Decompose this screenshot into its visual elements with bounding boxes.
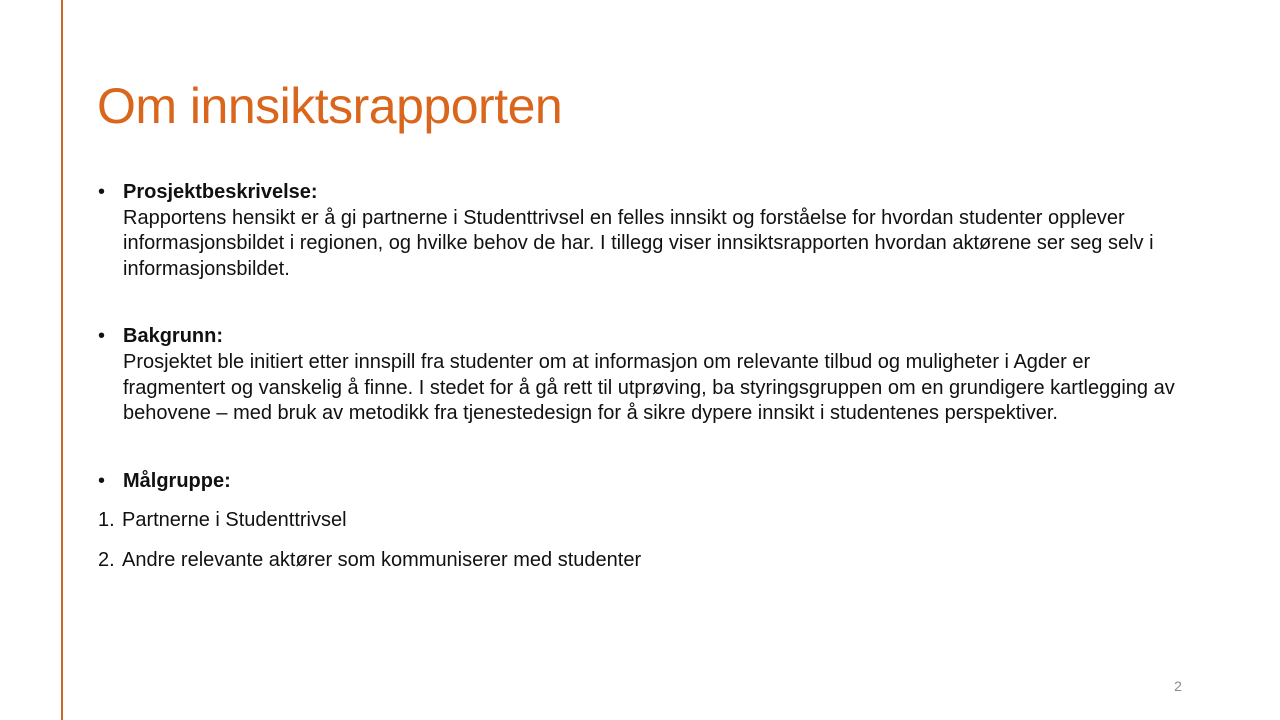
bullet-marker: • (98, 325, 106, 348)
numbered-item-partners (98, 508, 1188, 534)
bullet-heading: Bakgrunn: (123, 325, 223, 348)
bullet-body: Prosjektet ble initiert etter innspill fra studenter om at informasjon om relevante tilbud og muligheter i Agder er fragmentert og vanskelig å finne. I stedet for å gå rett til utprøving, ba styringsgruppen om en grundigere kartlegging av behovene – med bruk av metodikk fra tjenestedesign for å sikre dypere innsikt i studentenes perspektiver. (123, 350, 1175, 425)
numbered-item-text: Partnerne i Studenttrivsel (122, 509, 347, 532)
bullet-project-description (98, 180, 1188, 282)
number-marker: 1. (98, 509, 115, 532)
numbered-item-text: Andre relevante aktører som kommuniserer med studenter (122, 548, 642, 571)
page-number: 2 (1174, 678, 1182, 694)
accent-divider-line (61, 0, 63, 720)
numbered-item-other-actors (98, 548, 1188, 574)
bullet-marker: • (98, 469, 106, 492)
number-marker: 2. (98, 548, 115, 571)
bullet-background (98, 324, 1188, 426)
bullet-heading: Målgruppe: (123, 469, 231, 492)
slide-title: Om innsiktsrapporten (97, 78, 563, 134)
bullet-heading: Prosjektbeskrivelse: (123, 181, 318, 203)
bullet-marker: • (98, 181, 106, 203)
bullet-target-group (98, 469, 1188, 495)
bullet-body: Rapportens hensikt er å gi partnerne i Studenttrivsel en felles innsikt og forståelse for hvordan studenter opplever informasjonsbildet i regionen, og hvilke behov de har. I tillegg viser innsiktsrapporten hvordan aktørene ser seg selv i informasjonsbildet. (123, 206, 1154, 280)
slide-content (98, 180, 1188, 574)
